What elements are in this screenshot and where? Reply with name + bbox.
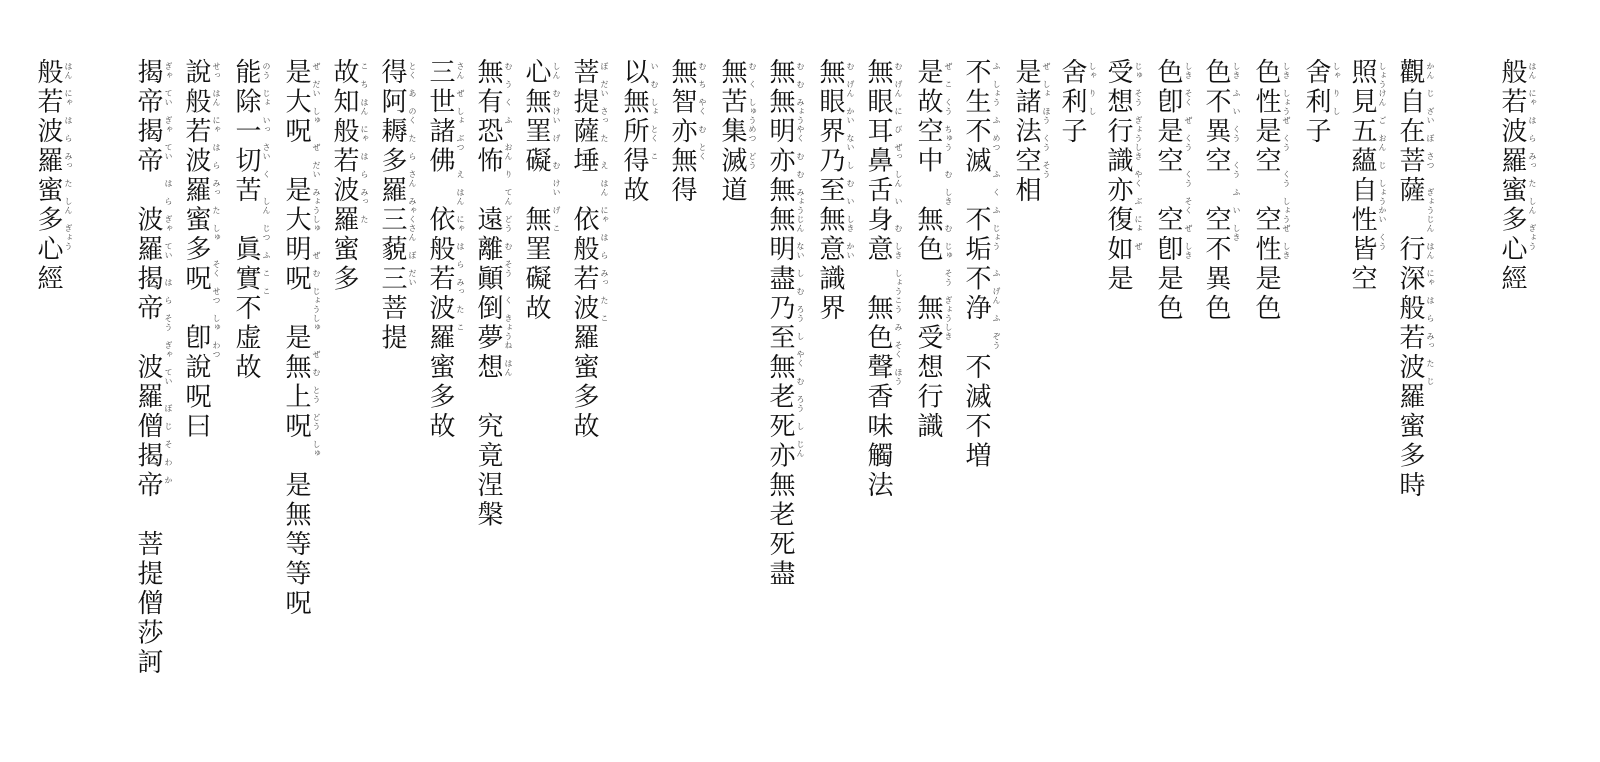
furigana-column: しき しょうぜ くう くう しょうぜ しき: [1282, 62, 1291, 260]
furigana-column: しき そく ぜ くう くう そく ぜ しき: [1184, 62, 1193, 260]
furigana-column: しき ふ い くう くう ふ い しき: [1232, 62, 1241, 242]
sutra-column: 揭帝揭帝 波羅揭帝 波羅僧揭帝 菩提僧莎訶: [133, 58, 163, 678]
furigana-column: しん む けい げ む けい げ こ: [552, 62, 561, 233]
furigana-column: しょうけん ご おん じ しょうかい くう: [1378, 62, 1387, 251]
furigana-column: ぜ しょ ほう くう そう: [1042, 62, 1051, 179]
furigana-column: かん じ ざい ぼ さつ ぎょうじん はん にゃ は ら みっ た じ: [1426, 62, 1435, 386]
furigana-column: さん ぜ しょ ぶつ え はん にゃ は ら みっ た こ: [456, 62, 465, 332]
furigana-column: む げん に び ぜっ しん い む しき しょうこう み そく ほう: [894, 62, 903, 386]
sutra-column: 三世諸佛 依般若波羅蜜多故: [425, 58, 455, 442]
sutra-column: 是諸法空相: [1011, 58, 1041, 206]
furigana-column: じゅ そう ぎょうしき やく ぶ にょ ぜ: [1134, 62, 1143, 251]
sutra-column: 色不異空 空不異色: [1201, 58, 1231, 324]
sutra-column: 舍利子: [1057, 58, 1087, 147]
sutra-column: 以無所得故: [619, 58, 649, 206]
furigana-column: はん にゃ は ら みっ た しん ぎょう: [1528, 62, 1537, 251]
furigana-column: ぜ こ くう ちゅう む しき む じゅ そう ぎょうしき: [944, 62, 953, 341]
sutra-column: 受想行識亦復如是: [1103, 58, 1133, 294]
sutra-column: 心無罣礙 無罣礙故: [521, 58, 551, 324]
furigana-column: ぜ だい しゅ ぜ だい みょうしゅ ぜ む じょうしゅ ぜ む とう どう しゅ: [312, 62, 321, 458]
furigana-column: しゃ り し: [1088, 62, 1097, 116]
furigana-column: い む しょ とく こ: [650, 62, 659, 161]
sutra-column: 無苦集滅道: [717, 58, 747, 206]
sutra-column: 得阿耨多羅三藐三菩提: [377, 58, 407, 353]
furigana-column: せっ はん にゃ は ら みっ た しゅ そく せつ しゅ わつ: [212, 62, 221, 359]
furigana-column: こ ち はん にゃ は ら みっ た: [360, 62, 369, 224]
furigana-column: ぼ だい さっ た え はん にゃ は ら みっ た こ: [600, 62, 609, 323]
sutra-column: 能除一切苦 眞實不虚故: [231, 58, 261, 383]
sutra-column: 無眼界乃至無意識界: [815, 58, 845, 324]
sutra-column: 無有恐怖 遠離顚倒夢想 究竟涅槃: [473, 58, 503, 530]
sutra-column: 菩提薩埵 依般若波羅蜜多故: [569, 58, 599, 442]
furigana-column: む げん かい ない し む い しき かい: [846, 62, 855, 260]
sutra-column: 不生不滅 不垢不浄 不滅不増: [961, 58, 991, 471]
sutra-column: 無無明亦無無明盡乃至無老死亦無老死盡: [765, 58, 795, 589]
sutra-column: 色卽是空 空卽是色: [1153, 58, 1183, 324]
furigana-column: とく あ のく た ら さん みゃくさん ぼ だい: [408, 62, 417, 287]
furigana-column: ふ しょう ふ めつ ふ く ふ じょう ふ げん ふ ぞう: [992, 62, 1001, 350]
sutra-column: 故知般若波羅蜜多: [329, 58, 359, 294]
furigana-column: しゃ り し: [1332, 62, 1341, 116]
sutra-column: 無眼耳鼻舌身意 無色聲香味觸法: [863, 58, 893, 501]
furigana-column: のう じょ いっ さい く しん じつ ふ こ こ: [262, 62, 271, 296]
sutra-column: 說般若波羅蜜多呪 卽說呪曰: [181, 58, 211, 442]
furigana-column: む う く ふ おん り てん どう む そう く きょうね はん: [504, 62, 513, 377]
sutra-column: 般若波羅蜜多心經: [33, 58, 63, 294]
sutra-column: 照見五蘊自性皆空: [1347, 58, 1377, 294]
sutra-column: 般若波羅蜜多心經: [1497, 58, 1527, 294]
sutra-column: 是故空中 無色 無受想行識: [913, 58, 943, 442]
furigana-column: はん にゃ は ら みっ た しん ぎょう: [64, 62, 73, 251]
sutra-column: 色性是空 空性是色: [1251, 58, 1281, 324]
furigana-column: ぎゃ てい ぎゃ てい は ら ぎゃ てい は ら そう ぎゃ てい ぼ じ そ わ か: [164, 62, 173, 485]
furigana-column: む ち やく む とく: [698, 62, 707, 161]
sutra-column: 是大呪 是大明呪 是無上呪 是無等等呪: [281, 58, 311, 619]
furigana-column: む む みょうやく む む みょうじん ない し む ろう し やく む ろう し じん: [796, 62, 805, 458]
sutra-column: 無智亦無得: [667, 58, 697, 206]
sutra-column: 觀自在菩薩 行深般若波羅蜜多時: [1395, 58, 1425, 501]
sutra-column: 舍利子: [1301, 58, 1331, 147]
furigana-column: む く しゅうめつ どう: [748, 62, 757, 170]
